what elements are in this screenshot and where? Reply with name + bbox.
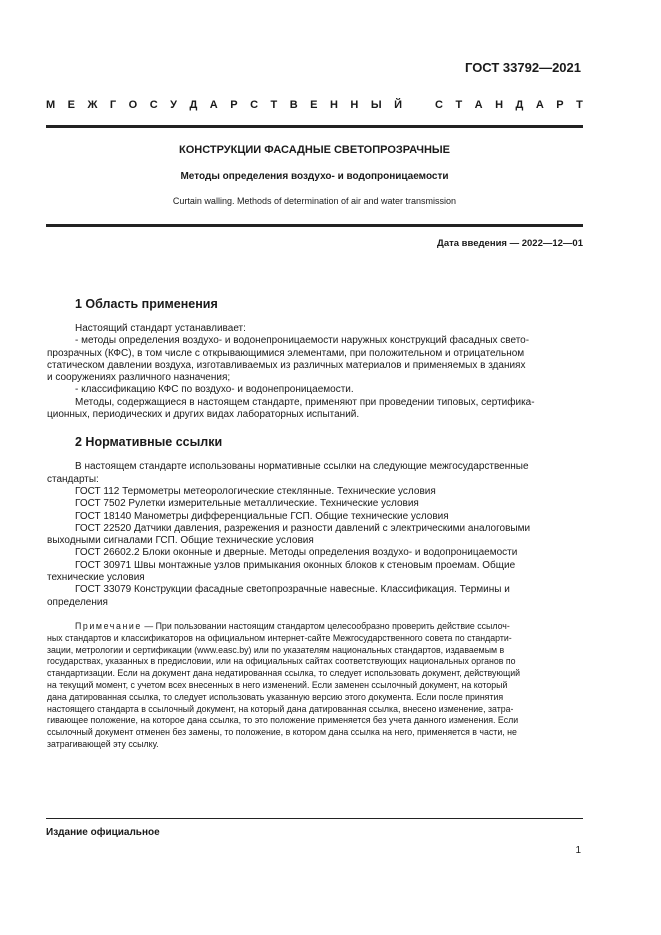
document-title: КОНСТРУКЦИИ ФАСАДНЫЕ СВЕТОПРОЗРАЧНЫЕ xyxy=(178,144,451,156)
middle-rule xyxy=(46,224,583,227)
text-line: прозрачных (КФС), в том числе с открывающимися элементами, при положительном и отрицательном xyxy=(47,347,525,359)
text-line: В настоящем стандарте использованы нормативные ссылки на следующие межгосударственные xyxy=(75,461,529,473)
banner-gap xyxy=(415,99,423,111)
reference-item: ГОСТ 22520 Датчики давления, разрежения и разности давлений с электрическими аналоговыми xyxy=(75,522,531,534)
banner-letter: Н xyxy=(495,99,504,111)
banner-letter: Ы xyxy=(370,99,382,111)
note-line: затрагивающей эту ссылку. xyxy=(47,738,159,749)
note-label: Примечание xyxy=(75,620,142,631)
text-line: - классификацию КФС по воздухо- и водонепроницаемости. xyxy=(75,384,354,396)
note-line: государствах, указанных в предисловии, или на официальных сайтах соответствующих национальных органов по xyxy=(47,656,516,667)
reference-item: ГОСТ 33079 Конструкции фасадные светопрозрачные навесные. Классификация. Термины и xyxy=(75,584,510,596)
page-number: 1 xyxy=(575,845,581,856)
document-subtitle: Методы определения воздухо- и водопроницаемости xyxy=(180,171,449,182)
text-line: Настоящий стандарт устанавливает: xyxy=(75,323,246,334)
introduction-date: Дата введения — 2022—12—01 xyxy=(437,238,583,249)
banner-letter: Г xyxy=(109,99,117,111)
document-body xyxy=(47,296,583,751)
note-line: стандартизации. Если на документ дана недатированная ссылка, то следует использовать документ, действующий xyxy=(47,668,521,679)
bottom-rule xyxy=(46,818,583,819)
edition-label: Издание официальное xyxy=(46,827,160,838)
banner-letter: Й xyxy=(394,99,403,111)
banner-letter: С xyxy=(435,99,443,111)
reference-item: ГОСТ 112 Термометры метеорологические стеклянные. Технические условия xyxy=(75,485,436,497)
banner-letter: Т xyxy=(270,99,278,111)
english-title: Curtain walling. Methods of determination of air and water transmission xyxy=(172,196,457,206)
note-line: ных стандартов и классификаторов на официальном интернет-сайте Межгосударственного совета по стандарти- xyxy=(47,632,512,643)
text-line: ционных, периодических и других видах лабораторных испытаний. xyxy=(47,409,360,421)
text-line: статическом давлении воздуха, изготавливаемых из различных материалов и применяемых в зданиях xyxy=(47,359,526,371)
reference-item: ГОСТ 30971 Швы монтажные узлов примыкания оконных блоков к стеновым проемам. Общие xyxy=(75,559,516,571)
banner-letter: Н xyxy=(329,99,338,111)
reference-item: ГОСТ 18140 Манометры дифференциальные ГСП. Общие технические условия xyxy=(75,510,449,522)
banner-letter: Е xyxy=(67,99,75,111)
banner-letter: Е xyxy=(310,99,318,111)
banner-letter: У xyxy=(170,99,177,111)
banner-letter: Р xyxy=(230,99,238,111)
note-line: гивающее положение, на которое дана ссылка, то это положение применяется без учета данного изменения. Если xyxy=(47,715,519,726)
text-line: - методы определения воздухо- и водонепроницаемости наружных конструкций фасадных свето- xyxy=(75,335,530,347)
banner-letter: Р xyxy=(556,99,564,111)
banner-letter: О xyxy=(128,99,138,111)
banner-letter: Д xyxy=(515,99,524,111)
reference-item-cont: выходными сигналами ГСП. Общие технические условия xyxy=(47,535,314,547)
banner-letter: Ж xyxy=(87,99,98,111)
note-line: на текущий момент, с учетом всех внесенных в него изменений. Если заменен ссылочный документ, на который xyxy=(47,679,508,690)
banner-letter: А xyxy=(535,99,544,111)
banner-letter: Н xyxy=(350,99,359,111)
banner-letter: С xyxy=(149,99,158,111)
standard-banner xyxy=(46,99,583,111)
note-line: дана датированная ссылка, то следует использовать указанную версию этого документа. Если после принятия xyxy=(47,691,504,702)
text-line: стандарты: xyxy=(47,473,99,485)
top-rule xyxy=(46,125,583,128)
banner-letter: А xyxy=(474,99,483,111)
section-1-heading: 1 Область применения xyxy=(75,297,218,311)
note-line: настоящего стандарта в ссылочный документ, на который дана датированная ссылка, внесено изменение, затра- xyxy=(47,703,514,714)
section-2-text xyxy=(47,461,583,609)
banner-letter: Т xyxy=(576,99,583,111)
banner-letter: М xyxy=(46,99,56,111)
reference-item-cont: определения xyxy=(47,596,108,608)
text-line: Методы, содержащиеся в настоящем стандарте, применяют при проведении типовых, сертифика- xyxy=(75,396,535,408)
banner-letter: А xyxy=(209,99,218,111)
note-line: — При пользовании настоящим стандартом целесообразно проверить действие ссылоч- xyxy=(141,620,510,631)
banner-letter: Т xyxy=(455,99,463,111)
banner-letter: В xyxy=(289,99,298,111)
section-2-heading: 2 Нормативные ссылки xyxy=(75,435,223,450)
document-id: ГОСТ 33792—2021 xyxy=(465,60,581,75)
banner-letter: С xyxy=(250,99,259,111)
section-1-text xyxy=(47,323,583,421)
banner-letter: Д xyxy=(189,99,198,111)
text-line: и сооружениях различного назначения; xyxy=(47,372,231,384)
note-line: зации, метрологии и сертификации (www.easc.by) или по указателям национальных стандартов, издаваемым в xyxy=(47,644,505,655)
note-block xyxy=(47,620,583,751)
reference-item-cont: технические условия xyxy=(47,572,145,584)
note-line: ссылочный документ отменен без замены, то положение, в котором дана ссылка на него, применяется в части, не xyxy=(47,727,517,738)
reference-item: ГОСТ 26602.2 Блоки оконные и дверные. Методы определения воздухо- и водопроницаемости xyxy=(75,547,518,559)
reference-item: ГОСТ 7502 Рулетки измерительные металлические. Технические условия xyxy=(75,498,419,510)
